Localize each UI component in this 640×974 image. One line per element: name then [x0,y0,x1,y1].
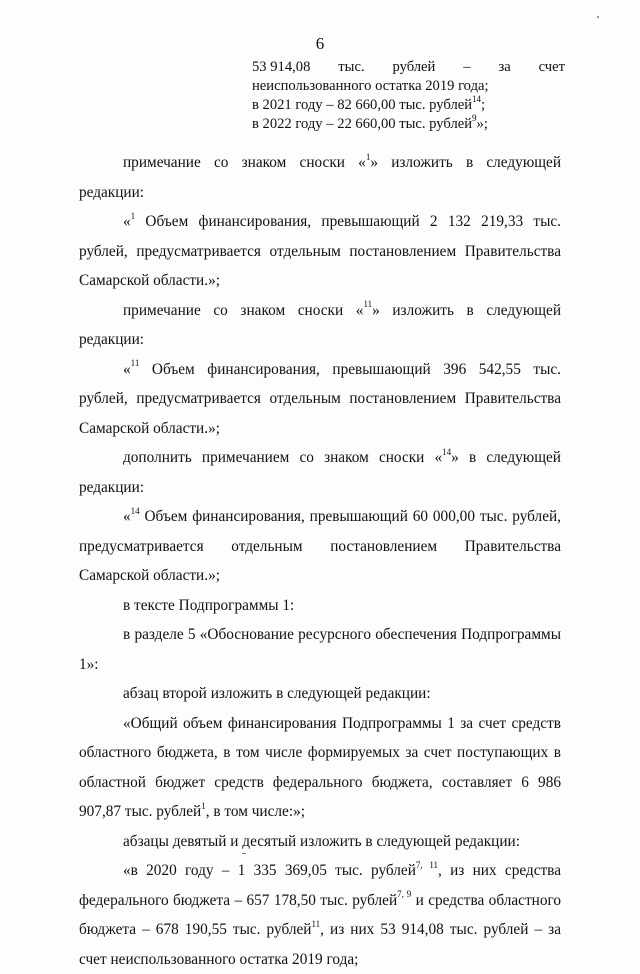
preposition-text: за [498,59,511,75]
paragraph-3: примечание со знаком сноски «$^{11}$» изложить в следующей редакции: [79,299,562,348]
dash-text: – [463,59,471,75]
table-fragment-line-1 [252,58,565,77]
footnote-ref: 9 [472,113,477,124]
paragraph-10: «Общий объем финансирования Подпрограммы 1 за счет средств областного бюджета, в том числе формируемых за счет поступающих в областной бюджет средств федерального бюджета, составляет 6 986 907,87 тыс. рублей$^1$, в том числе:»; [79,714,561,820]
paragraph-9: абзац второй изложить в следующей редакции: [123,685,431,702]
account-text: счет [538,59,565,75]
footnote-ref: 14 [472,94,482,105]
currency-text: рублей [392,59,436,75]
table-fragment-line-4: в 2022 году – 22 660,00 тыс. рублей$^9$»; [252,113,488,132]
table-fragment [252,58,565,134]
paragraph-2: «$^1$ Объем финансирования, превышающий 2 132 219,33 тыс. рублей, предусматривается отдельным постановлением Правительства Самарской области.»; [79,210,561,289]
paragraph-1: примечание со знаком сноски «$^1$» изложить в следующей редакции: [79,151,562,201]
paragraph-8: в разделе 5 «Обоснование ресурсного обеспечения Подпрограммы 1»: [79,626,561,673]
scan-speck [597,16,599,18]
table-fragment-line-2: неиспользованного остатка 2019 года; [252,78,489,94]
page-number: 6 [315,34,325,53]
paragraph-6: «$^{14}$ Объем финансирования, превышающий 60 000,00 тыс. рублей, предусматривается отдельным постановлением Правительства Самарской области.»; [79,505,561,584]
scan-speck [242,853,246,854]
unit-text: тыс. [338,59,365,75]
paragraph-7: в тексте Подпрограммы 1: [123,596,295,614]
table-fragment-line-3: в 2021 году – 82 660,00 тыс. рублей$^{14}$; [252,94,486,113]
paragraph-4: «$^{11}$ Объем финансирования, превышающий 396 542,55 тыс. рублей, предусматривается отдельным постановлением Правительства Самарской области.»; [79,358,561,437]
amount-text: 53 914,08 [252,59,311,75]
paragraph-5: дополнить примечанием со знаком сноски «$^{14}$» в следующей редакции: [79,446,561,496]
paragraph-12: «в 2020 году – 1 335 369,05 тыс. рублей$^{7, 11}$, из них средства федерального бюджета – 657 178,50 тыс. рублей$^{7, 9}$ и средства областного бюджета – 678 190,55 тыс. рублей$^{11}$, из них 53 914,08 тыс. рублей – за счет неиспользованного остатка 2019 года; [79,859,562,968]
paragraph-11: абзацы девятый и десятый изложить в следующей редакции: [123,832,520,850]
document-body [79,148,561,974]
